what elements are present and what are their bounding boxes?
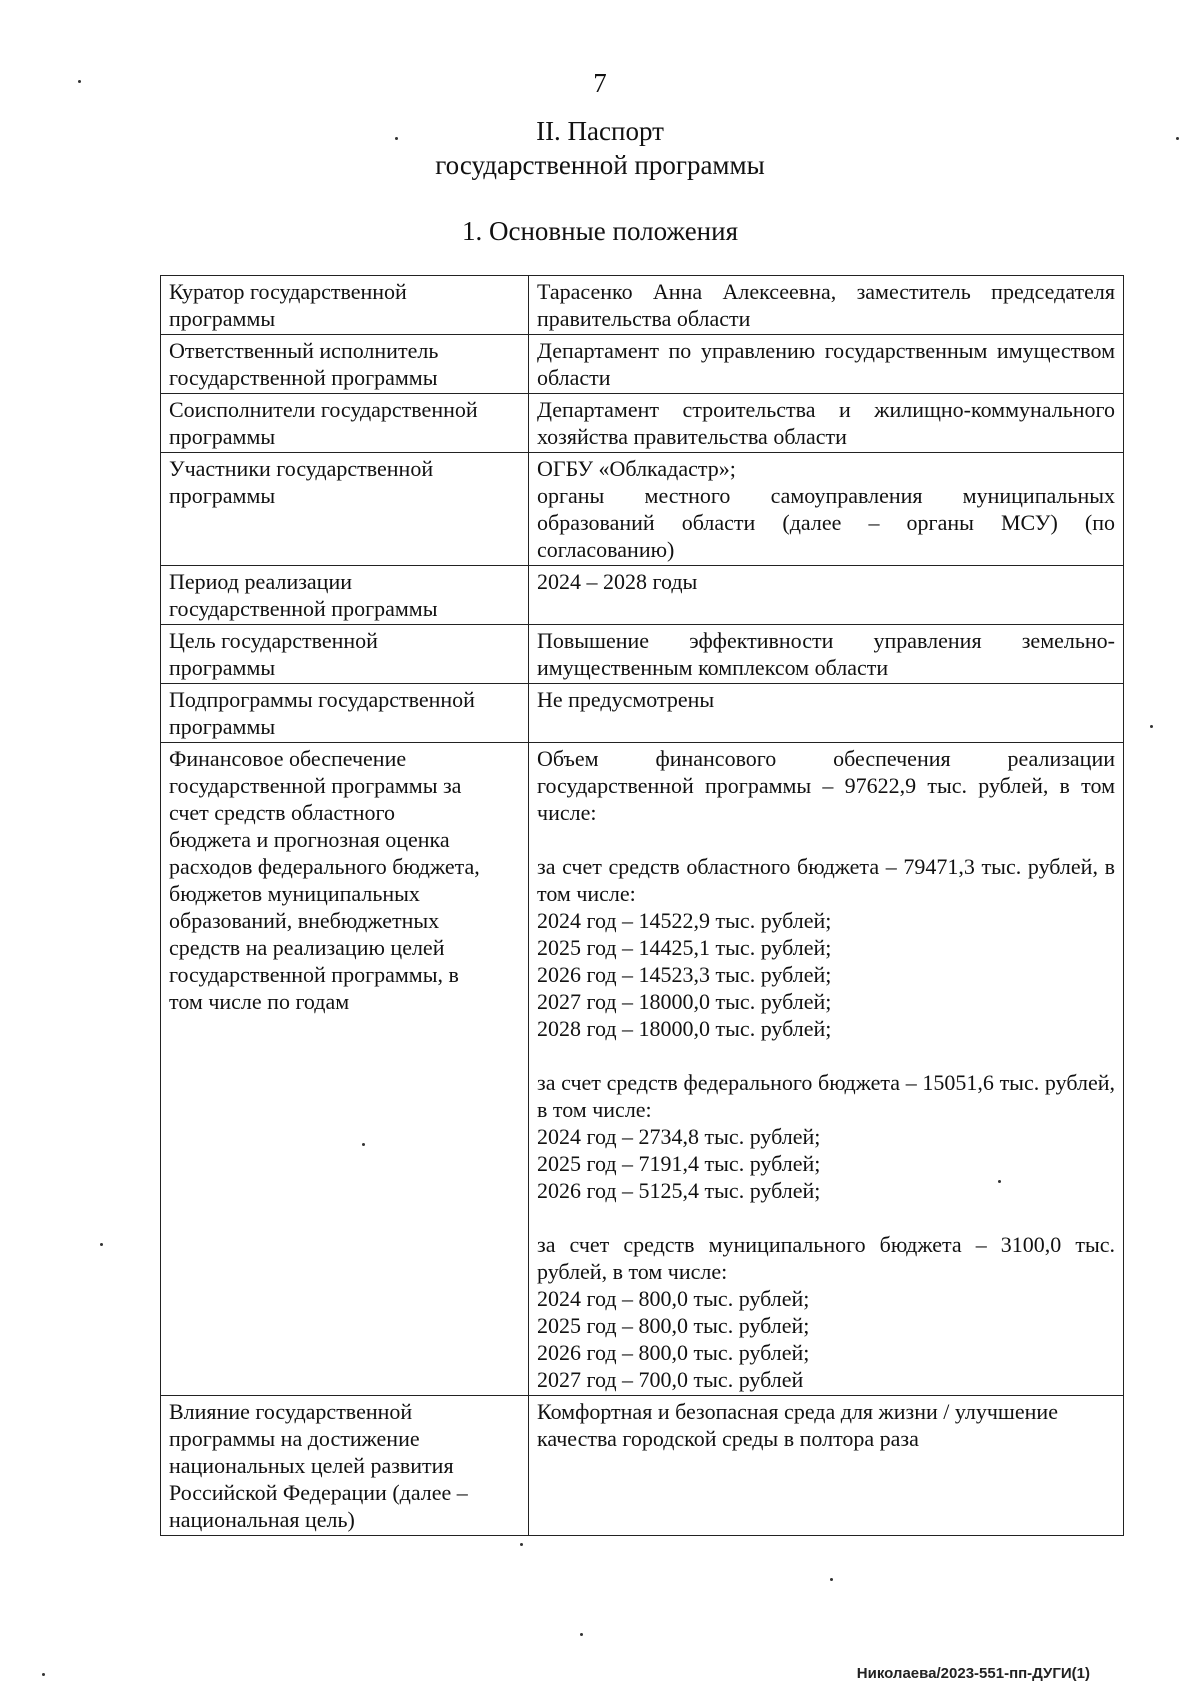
influence-value: Комфортная и безопасная среда для жизни / улучшение качества городской среды в полтора раза	[529, 1396, 1124, 1536]
table-row	[161, 684, 1124, 743]
federal-year-2024: 2024 год – 2734,8 тыс. рублей;	[537, 1124, 821, 1149]
coexecutors-value: Департамент строительства и жилищно-коммунального хозяйства правительства области	[529, 394, 1124, 453]
municipal-year-2024: 2024 год – 800,0 тыс. рублей;	[537, 1286, 810, 1311]
municipal-year-2025: 2025 год – 800,0 тыс. рублей;	[537, 1313, 810, 1338]
federal-budget-intro: за счет средств федерального бюджета – 15051,6 тыс. рублей, в том числе:	[537, 1070, 1115, 1122]
period-value: 2024 – 2028 годы	[529, 566, 1124, 625]
scan-speck	[395, 137, 398, 140]
scan-speck	[830, 1578, 833, 1581]
scan-speck	[1150, 725, 1153, 728]
regional-year-2025: 2025 год – 14425,1 тыс. рублей;	[537, 935, 832, 960]
table-row	[161, 453, 1124, 566]
table-row	[161, 743, 1124, 1396]
passport-table	[160, 275, 1124, 1536]
financing-value	[529, 743, 1124, 1396]
regional-year-2026: 2026 год – 14523,3 тыс. рублей;	[537, 962, 832, 987]
influence-label: Влияние государственной программы на достижение национальных целей развития Российской Федерации (далее – национальная цель)	[161, 1396, 529, 1536]
federal-year-2026: 2026 год – 5125,4 тыс. рублей;	[537, 1178, 821, 1203]
executor-label: Ответственный исполнитель государственной программы	[161, 335, 529, 394]
scan-speck	[100, 1243, 103, 1246]
scan-speck	[1176, 137, 1179, 140]
regional-year-2027: 2027 год – 18000,0 тыс. рублей;	[537, 989, 832, 1014]
financing-label: Финансовое обеспечение государственной программы за счет средств областного бюджета и прогнозная оценка расходов федерального бюджета, бюджетов муниципальных образований, внебюджетных средств на реализацию целей государственной программы, в том числе по годам	[161, 743, 529, 1396]
table-row	[161, 566, 1124, 625]
table-row	[161, 276, 1124, 335]
section-subtitle: государственной программы	[435, 150, 765, 180]
section-title: II. Паспорт	[536, 116, 664, 146]
scan-speck	[78, 80, 81, 83]
goal-value: Повышение эффективности управления земельно-имущественным комплексом области	[529, 625, 1124, 684]
scan-speck	[580, 1633, 583, 1636]
scan-speck	[520, 1543, 523, 1546]
table-row	[161, 1396, 1124, 1536]
federal-year-2025: 2025 год – 7191,4 тыс. рублей;	[537, 1151, 821, 1176]
municipal-year-2027: 2027 год – 700,0 тыс. рублей	[537, 1367, 804, 1392]
period-label: Период реализации государственной программы	[161, 566, 529, 625]
scan-speck	[998, 1180, 1001, 1183]
table-row	[161, 394, 1124, 453]
scan-speck	[362, 1143, 365, 1146]
footer-code: Николаева/2023-551-пп-ДУГИ(1)	[856, 1665, 1090, 1682]
regional-year-2028: 2028 год – 18000,0 тыс. рублей;	[537, 1016, 832, 1041]
regional-budget-intro: за счет средств областного бюджета – 79471,3 тыс. рублей, в том числе:	[537, 854, 1115, 906]
subsection-title: 1. Основные положения	[462, 216, 738, 246]
participants-line-2: органы местного самоуправления муниципальных образований области (далее – органы МСУ) (по согласованию)	[537, 483, 1115, 562]
coexecutors-label: Соисполнители государственной программы	[161, 394, 529, 453]
municipal-budget-intro: за счет средств муниципального бюджета – 3100,0 тыс. рублей, в том числе:	[537, 1232, 1115, 1284]
curator-value: Тарасенко Анна Алексеевна, заместитель председателя правительства области	[529, 276, 1124, 335]
municipal-year-2026: 2026 год – 800,0 тыс. рублей;	[537, 1340, 810, 1365]
regional-year-2024: 2024 год – 14522,9 тыс. рублей;	[537, 908, 832, 933]
executor-value: Департамент по управлению государственным имуществом области	[529, 335, 1124, 394]
table-row	[161, 335, 1124, 394]
participants-line-1: ОГБУ «Облкадастр»;	[537, 456, 736, 481]
curator-label: Куратор государственной программы	[161, 276, 529, 335]
page-number: 7	[593, 68, 607, 98]
table-row	[161, 625, 1124, 684]
goal-label: Цель государственной программы	[161, 625, 529, 684]
subprograms-value: Не предусмотрены	[529, 684, 1124, 743]
subprograms-label: Подпрограммы государственной программы	[161, 684, 529, 743]
participants-label: Участники государственной программы	[161, 453, 529, 566]
scan-speck	[42, 1673, 45, 1676]
financing-total: Объем финансового обеспечения реализации государственной программы – 97622,9 тыс. рублей, в том числе:	[537, 746, 1115, 825]
participants-value	[529, 453, 1124, 566]
